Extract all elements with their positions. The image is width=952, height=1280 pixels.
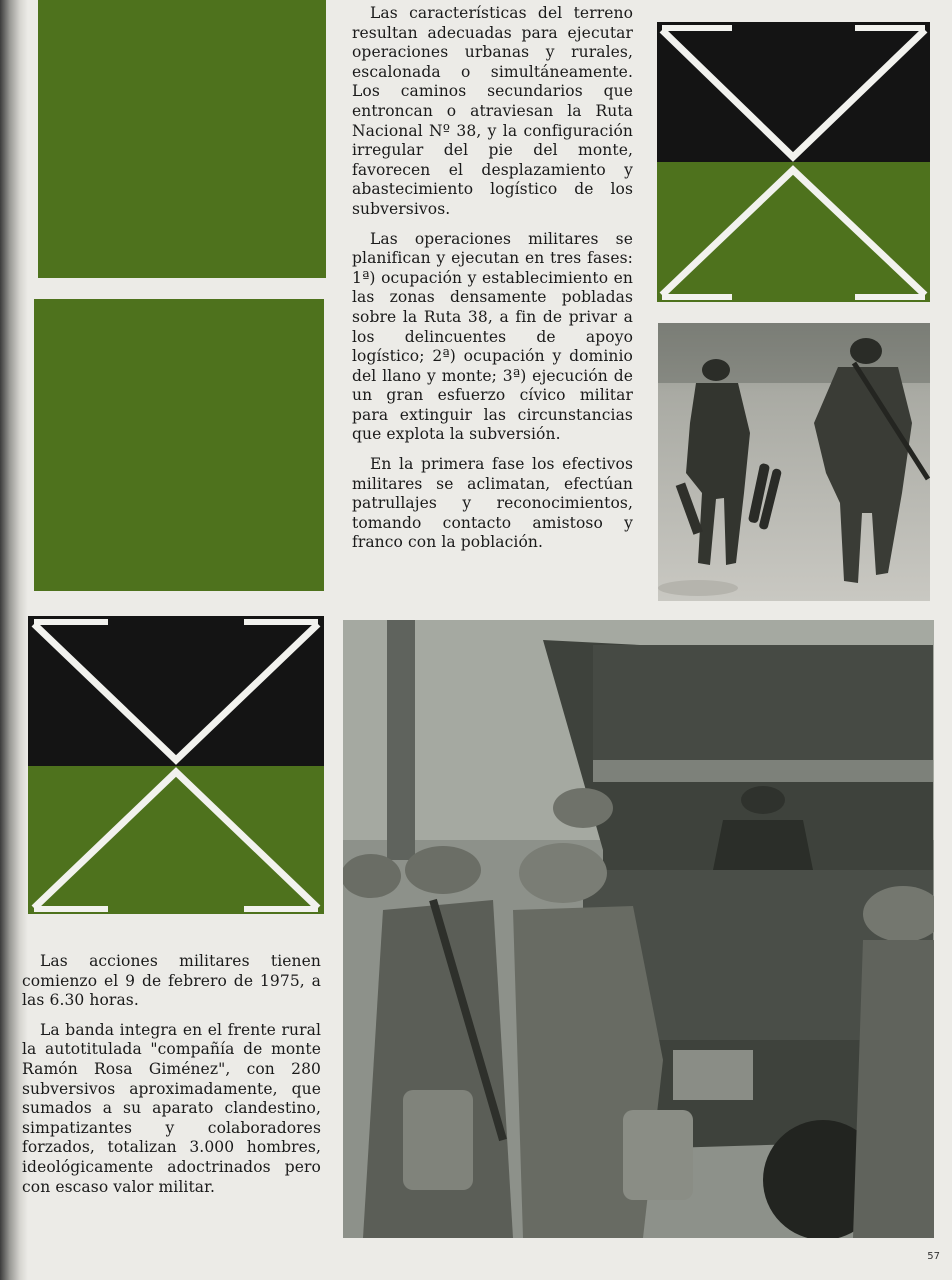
article-text-bottom: [22, 952, 321, 1207]
article-paragraph: Las operaciones militares se planifican y ejecutan en tres fases: 1ª) ocupación y establecimiento en las zonas densamente pobladas sobre la Ruta 38, a fin de privar a los delincuentes de apoyo logístico; 2ª) ocupación y dominio del llano y monte; 3ª) ejecución de un gran esfuerzo cívico militar para extinguir las circunstancias que explota la subversión.: [352, 229, 633, 444]
green-block-top: [38, 0, 326, 278]
article-paragraph: En la primera fase los efectivos militares se aclimatan, efectúan patrullajes y reconocimientos, tomando contacto amistoso y franco con la población.: [352, 455, 633, 552]
article-text-top: [352, 4, 633, 563]
green-block-middle: [34, 299, 324, 591]
article-paragraph: La banda integra en el frente rural la autotitulada "compañía de monte Ramón Rosa Giménez", con 280 subversivos aproximadamente, que sumados a su aparato clandestino, simpatizantes y colaboradores forzados, totalizan 3.000 hombres, ideológicamente adoctrinados pero con escaso valor militar.: [22, 1020, 321, 1196]
soldiers-truck-photo: [343, 620, 934, 1238]
article-paragraph: Las acciones militares tienen comienzo el 9 de febrero de 1975, a las 6.30 horas.: [22, 952, 321, 1010]
soldiers-walking-photo: [658, 323, 930, 601]
article-paragraph: Las características del terreno resultan adecuadas para ejecutar operaciones urbanas y rurales, escalonada o simultáneamente. Los caminos secundarios que entroncan o atraviesan la Ruta Nacional Nº 38, y la configuración irregular del pie del monte, favorecen el desplazamiento y abastecimiento logístico de los subversivos.: [352, 4, 633, 218]
emblem-top-right: [657, 22, 930, 302]
page-number: 57: [927, 1251, 940, 1262]
emblem-bottom-left: [28, 616, 324, 914]
